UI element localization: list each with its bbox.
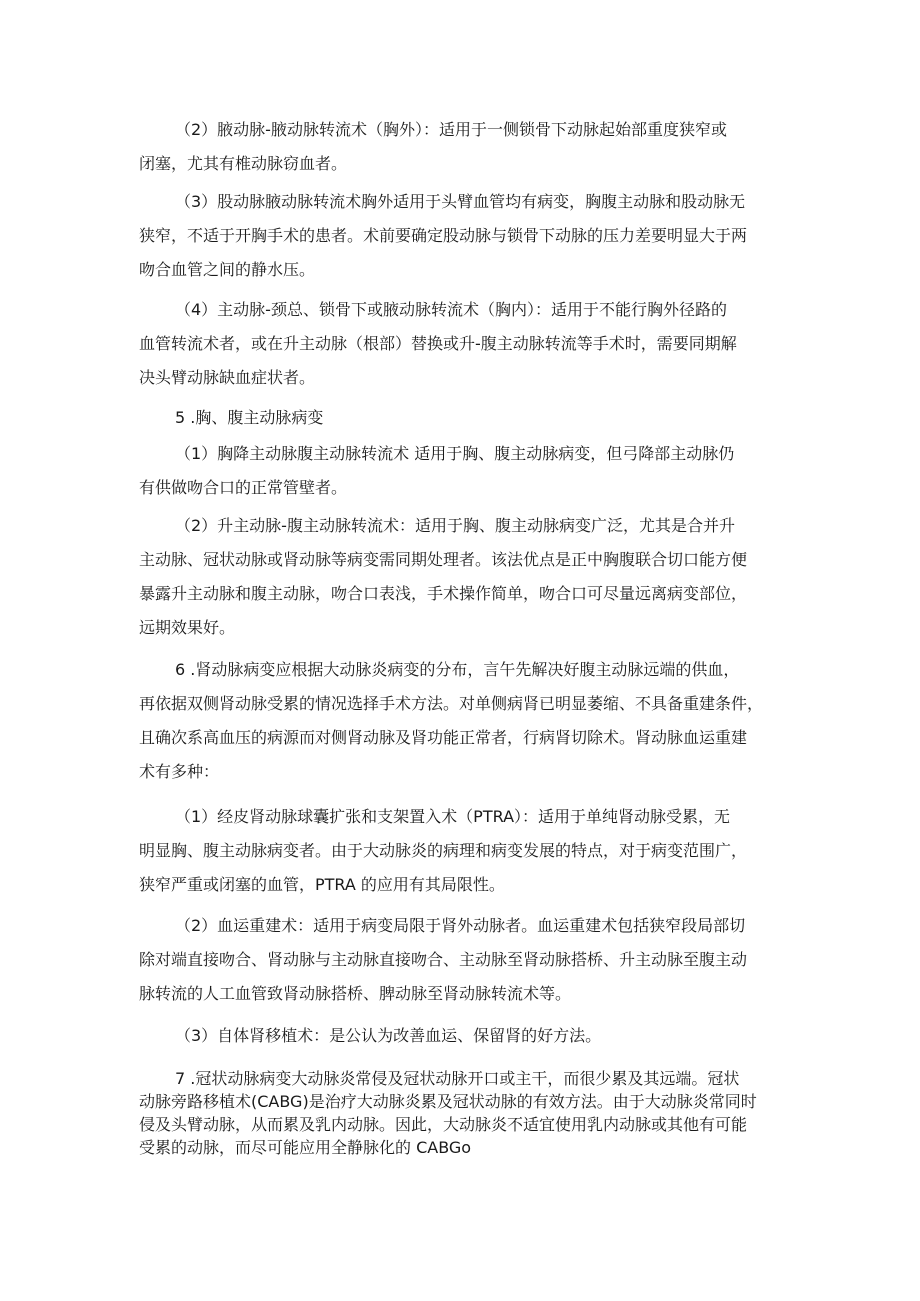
paragraph-4-aortic-bypass bbox=[139, 293, 789, 395]
text-line: 狭窄严重或闭塞的血管，PTRA 的应用有其局限性。 bbox=[139, 875, 505, 894]
paragraph-6-3-autotransplant bbox=[139, 1019, 789, 1053]
paragraph-2-axillary-bypass bbox=[139, 113, 789, 181]
text-line: 7 .冠状动脉病变大动脉炎常侵及冠状动脉开口或主干，而很少累及其远端。冠状 bbox=[175, 1069, 740, 1088]
paragraph-6-1-ptra bbox=[139, 800, 789, 902]
text-line: 暴露升主动脉和腹主动脉，吻合口表浅，手术操作简单，吻合口可尽量远离病变部位， bbox=[139, 584, 748, 603]
text-line: 脉转流的人工血管致肾动脉搭桥、脾动脉至肾动脉转流术等。 bbox=[139, 984, 572, 1003]
text-line: 侵及头臂动脉，从而累及乳内动脉。因此，大动脉炎不适宜使用乳内动脉或其他有可能 bbox=[139, 1115, 748, 1134]
text-line: 血管转流术者，或在升主动脉（根部）替换或升-腹主动脉转流等手术时，需要同期解 bbox=[139, 334, 737, 353]
section-5-heading bbox=[139, 401, 789, 435]
text-line: （3）自体肾移植术：是公认为改善血运、保留肾的好方法。 bbox=[175, 1026, 602, 1045]
paragraph-5-1-descending-aorta-bypass bbox=[139, 437, 789, 505]
text-line: 决头臂动脉缺血症状者。 bbox=[139, 368, 316, 387]
text-line: （2）腋动脉-腋动脉转流术（胸外）：适用于一侧锁骨下动脉起始部重度狭窄或 bbox=[175, 120, 727, 139]
text-line: （2）升主动脉-腹主动脉转流术：适用于胸、腹主动脉病变广泛，尤其是合并升 bbox=[175, 516, 735, 535]
text-line: 6 .肾动脉病变应根据大动脉炎病变的分布，言午先解决好腹主动脉远端的供血， bbox=[175, 660, 740, 679]
text-line: 吻合血管之间的静水压。 bbox=[139, 260, 316, 279]
text-line: 狭窄，不适于开胸手术的患者。术前要确定股动脉与锁骨下动脉的压力差要明显大于两 bbox=[139, 226, 748, 245]
text-line: 再依据双侧肾动脉受累的情况选择手术方法。对单侧病肾已明显萎缩、不具备重建条件， bbox=[139, 694, 764, 713]
text-line: 明显胸、腹主动脉病变者。由于大动脉炎的病理和病变发展的特点，对于病变范围广， bbox=[139, 841, 748, 860]
text-line: 动脉旁路移植术(CABG)是治疗大动脉炎累及冠状动脉的有效方法。由于大动脉炎常同时 bbox=[139, 1092, 757, 1111]
text-line: 远期效果好。 bbox=[139, 618, 236, 637]
text-line: （2）血运重建术：适用于病变局限于肾外动脉者。血运重建术包括狭窄段局部切 bbox=[175, 916, 746, 935]
text-line: 受累的动脉，而尽可能应用全静脉化的 CABGo bbox=[139, 1138, 472, 1157]
text-line: （4）主动脉-颈总、锁骨下或腋动脉转流术（胸内）：适用于不能行胸外径路的 bbox=[175, 300, 727, 319]
text-line: 有供做吻合口的正常管壁者。 bbox=[139, 478, 348, 497]
text-line: 主动脉、冠状动脉或肾动脉等病变需同期处理者。该法优点是正中胸腹联合切口能方便 bbox=[139, 550, 748, 569]
section-6-renal-artery bbox=[139, 653, 789, 789]
text-line: 除对端直接吻合、肾动脉与主动脉直接吻合、主动脉至肾动脉搭桥、升主动脉至腹主动 bbox=[139, 950, 748, 969]
text-line: （1）经皮肾动脉球囊扩张和支架置入术（PTRA）：适用于单纯肾动脉受累，无 bbox=[175, 807, 731, 826]
paragraph-5-2-ascending-aorta-bypass bbox=[139, 509, 789, 645]
paragraph-3-femoral-axillary-bypass bbox=[139, 185, 789, 287]
text-line: 且确次系高血压的病源而对侧肾动脉及肾功能正常者，行病肾切除术。肾动脉血运重建 bbox=[139, 728, 748, 747]
text-line: （3）股动脉腋动脉转流术胸外适用于头臂血管均有病变，胸腹主动脉和股动脉无 bbox=[175, 192, 746, 211]
text-line: 术有多种： bbox=[139, 762, 220, 781]
paragraph-6-2-revascularization bbox=[139, 909, 789, 1011]
section-7-coronary-artery bbox=[139, 1067, 789, 1159]
text-line: 5 .胸、腹主动脉病变 bbox=[175, 408, 324, 427]
text-line: （1）胸降主动脉腹主动脉转流术 适用于胸、腹主动脉病变，但弓降部主动脉仍 bbox=[175, 444, 735, 463]
text-line: 闭塞，尤其有椎动脉窃血者。 bbox=[139, 154, 348, 173]
